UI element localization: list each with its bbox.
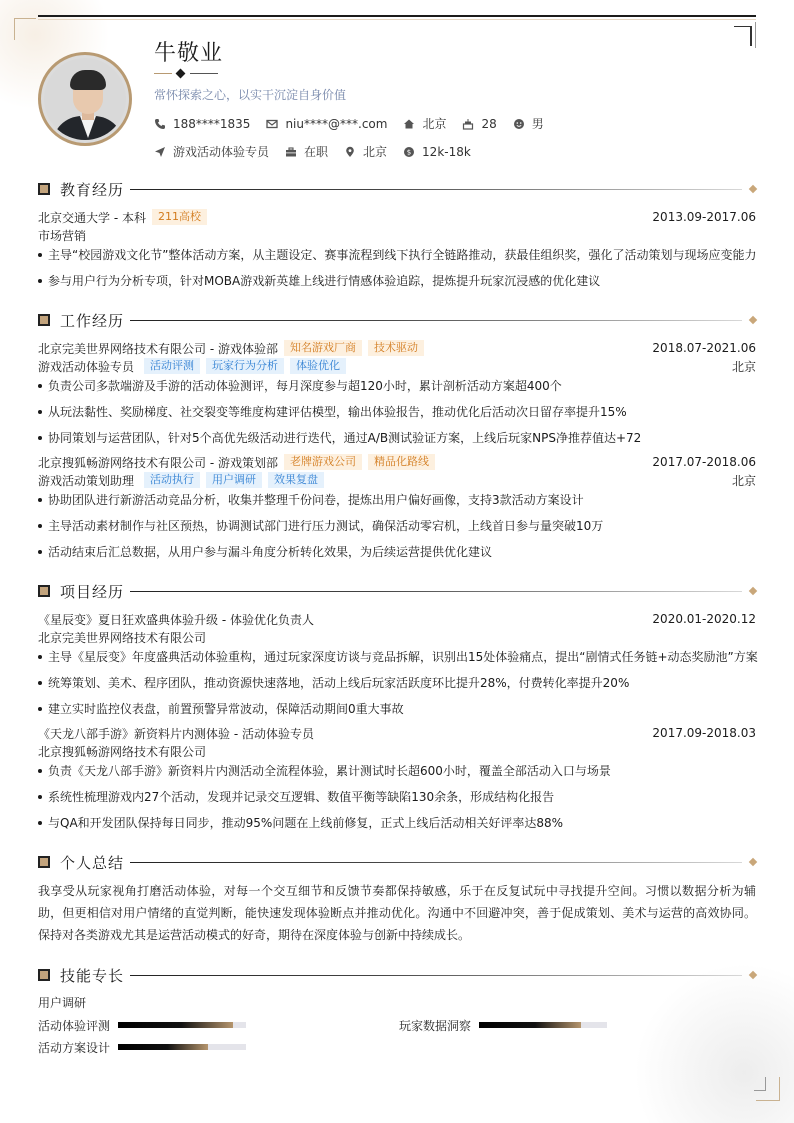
work-bullet: 主导活动素材制作与社区预热，协调测试部门进行压力测试，确保活动零宕机，上线首日参与量突破10万: [38, 517, 756, 535]
section-summary: [38, 852, 756, 872]
work-bullet: 负责公司多款端游及手游的活动体验测评，每月深度参与超120小时，累计剖析活动方案超400个: [38, 377, 756, 395]
top-rule: [38, 15, 756, 17]
send-icon: [154, 146, 166, 158]
project-title: 《星辰变》夏日狂欢盛典体验升级 - 体验优化负责人: [38, 612, 314, 627]
section-title: 项目经历: [60, 583, 125, 601]
work-location: 北京: [731, 473, 756, 488]
section-marker: [38, 856, 50, 868]
section-diamond: [749, 185, 757, 193]
job-intent-row: [154, 143, 487, 160]
section-marker: [38, 585, 50, 597]
work-company: 北京完美世界网络技术有限公司 - 游戏体验部: [38, 341, 278, 356]
skill-name: 活动体验评测: [38, 1018, 111, 1033]
project-bullet: 统筹策划、美术、程序团队，推动资源快速落地，活动上线后玩家活跃度环比提升28%，付费转化率提升20%: [38, 674, 756, 692]
section-skills: [38, 965, 756, 985]
briefcase-icon: [285, 146, 297, 158]
work-bullet: 协同策划与运营团队，针对5个高优先级活动进行迭代，通过A/B测试验证方案，上线后玩家NPS净推荐值达+72: [38, 429, 756, 447]
email-address: niu****@***.com: [285, 116, 388, 131]
section-rule: [130, 320, 742, 321]
skill-tag: 玩家行为分析: [206, 358, 284, 374]
skill-item: [38, 1039, 246, 1055]
section-rule: [130, 591, 742, 592]
project-header: [38, 610, 756, 628]
skill-item: [399, 1017, 607, 1033]
work-period: 2018.07-2021.06: [652, 341, 756, 355]
project-header: [38, 724, 756, 742]
work-role-row: [38, 471, 756, 489]
section-rule: [130, 862, 742, 863]
project-period: 2017.09-2018.03: [652, 726, 756, 740]
target-position: 游戏活动体验专员: [173, 145, 270, 159]
city: 北京: [422, 117, 447, 131]
project-bullet: 主导《星辰变》年度盛典活动体验重构，通过玩家深度访谈与竞品拆解，识别出15处体验痛点，提出“剧情式任务链+动态奖励池”方案: [38, 648, 756, 666]
skill-bar: [479, 1022, 607, 1028]
skill-item: [38, 1017, 246, 1033]
phone-icon: [154, 118, 166, 130]
cake-icon: [462, 118, 474, 130]
face-icon: [513, 118, 525, 130]
target-city: 北京: [363, 145, 388, 159]
phone-number: 188****1835: [173, 116, 251, 131]
school: 北京交通大学 - 本科: [38, 210, 146, 225]
skill-tag: 用户调研: [206, 472, 262, 488]
project-company-row: [38, 628, 756, 646]
summary-text: 我享受从玩家视角打磨活动体验，对每一个交互细节和反馈节奏都保持敏感，乐于在反复试玩中寻找提升空间。习惯以数据分析为辅助，但更相信对用户情绪的直觉判断，能快速发现体验断点并推动优化。沟通中不回避冲突，善于促成策划、美术与运营的高效协同。保持对各类游戏尤其是运营活动模式的好奇，期待在深度体验与创新中持续成长。: [38, 884, 756, 942]
project-bullet: 与QA和开发团队保持每日同步，推动95%问题在上线前修复，正式上线后活动相关好评率达88%: [38, 814, 756, 832]
work-location: 北京: [731, 359, 756, 374]
company-tag: 技术驱动: [368, 340, 424, 356]
company-tag: 精品化路线: [368, 454, 435, 470]
skill-tag: 活动执行: [144, 472, 200, 488]
skill-tag: 活动评测: [144, 358, 200, 374]
skill-bar: [118, 1044, 246, 1050]
money-icon: [403, 146, 415, 158]
skill-bar: [118, 1022, 246, 1028]
work-bullet: 从玩法黏性、奖励梯度、社交裂变等维度构建评估模型，输出体验报告，推动优化后活动次日留存率提升15%: [38, 403, 756, 421]
education-major-row: [38, 226, 756, 244]
work-role: 游戏活动策划助理: [38, 473, 135, 488]
section-title: 技能专长: [60, 967, 125, 985]
corner-ornament-top-right: [734, 26, 752, 46]
email-item: [266, 117, 387, 131]
skill-bar-fill: [479, 1022, 581, 1028]
top-rule-accent: [38, 19, 756, 20]
skill-tag: 体验优化: [290, 358, 346, 374]
section-rule: [130, 975, 742, 976]
project-company: 北京完美世界网络技术有限公司: [38, 630, 207, 645]
skill-keyword: 用户调研: [38, 996, 87, 1010]
section-diamond: [749, 316, 757, 324]
contact-row: [154, 115, 560, 132]
work-period: 2017.07-2018.06: [652, 455, 756, 469]
location-pin-icon: [344, 146, 356, 158]
education-period: 2013.09-2017.06: [652, 210, 756, 224]
project-company-row: [38, 742, 756, 760]
work-company: 北京搜狐畅游网络技术有限公司 - 游戏策划部: [38, 455, 278, 470]
section-title: 教育经历: [60, 181, 125, 199]
motto: 常怀探索之心，以实干沉淀自身价值: [154, 88, 347, 102]
work-bullet: 活动结束后汇总数据，从用户参与漏斗角度分析转化效果，为后续运营提供优化建议: [38, 543, 756, 561]
salary-item: [403, 145, 471, 159]
project-company: 北京搜狐畅游网络技术有限公司: [38, 744, 207, 759]
section-title: 个人总结: [60, 854, 125, 872]
education-header: [38, 208, 756, 226]
mail-icon: [266, 118, 278, 130]
city-item: [403, 115, 446, 132]
section-diamond: [749, 858, 757, 866]
section-marker: [38, 314, 50, 326]
company-tag: 知名游戏厂商: [284, 340, 362, 356]
name-divider-ornament: [154, 68, 224, 80]
candidate-name: 牛敬业: [154, 41, 224, 66]
corner-ornament-bottom-right-inner: [754, 1077, 766, 1091]
project-bullet: 负责《天龙八部手游》新资料片内测活动全流程体验，累计测试时长超600小时，覆盖全部活动入口与场景: [38, 762, 756, 780]
work-role-row: [38, 357, 756, 375]
project-title: 《天龙八部手游》新资料片内测体验 - 活动体验专员: [38, 726, 314, 741]
section-diamond: [749, 971, 757, 979]
skill-tag: 效果复盘: [268, 472, 324, 488]
section-projects: [38, 581, 756, 601]
svg-text:$: $: [406, 148, 412, 157]
project-period: 2020.01-2020.12: [652, 612, 756, 626]
avatar: [38, 52, 132, 146]
employment-status: 在职: [304, 145, 329, 159]
work-header: [38, 453, 756, 471]
work-role: 游戏活动体验专员: [38, 359, 135, 374]
work-header: [38, 339, 756, 357]
education-bullet: 主导“校园游戏文化节”整体活动方案，从主题设定、赛事流程到线下执行全链路推动，获最佳组织奖，强化了活动策划与现场应变能力: [38, 246, 756, 264]
section-title: 工作经历: [60, 312, 125, 330]
section-education: [38, 179, 756, 199]
position-item: [154, 143, 269, 160]
section-marker: [38, 183, 50, 195]
avatar-photo: [44, 58, 126, 140]
gender-item: [513, 115, 544, 132]
school-tag: 211高校: [152, 209, 207, 225]
section-diamond: [749, 587, 757, 595]
education-bullet: 参与用户行为分析专项，针对MOBA游戏新英雄上线进行情感体验追踪，提炼提升玩家沉浸感的优化建议: [38, 272, 756, 290]
corner-ornament-top-left: [14, 18, 36, 40]
age: 28: [481, 116, 497, 131]
skill-name: 活动方案设计: [38, 1040, 111, 1055]
target-city-item: [344, 143, 387, 160]
skill-bar-fill: [118, 1044, 208, 1050]
phone-item: [154, 117, 250, 131]
section-rule: [130, 189, 742, 190]
home-icon: [403, 118, 415, 130]
work-bullet: 协助团队进行新游活动竞品分析，收集并整理千份问卷，提炼出用户偏好画像，支持3款活动方案设计: [38, 491, 756, 509]
company-tag: 老牌游戏公司: [284, 454, 362, 470]
project-bullet: 建立实时监控仪表盘，前置预警异常波动，保障活动期间0重大事故: [38, 700, 756, 718]
gender: 男: [531, 117, 544, 131]
expected-salary: 12k-18k: [422, 144, 471, 159]
section-work: [38, 310, 756, 330]
major: 市场营销: [38, 228, 87, 243]
age-item: [462, 117, 496, 131]
section-marker: [38, 969, 50, 981]
status-item: [285, 143, 328, 160]
skill-bar-fill: [118, 1022, 233, 1028]
project-bullet: 系统性梳理游戏内27个活动，发现并记录交互逻辑、数值平衡等缺陷130余条，形成结构化报告: [38, 788, 756, 806]
skill-name: 玩家数据洞察: [399, 1018, 472, 1033]
